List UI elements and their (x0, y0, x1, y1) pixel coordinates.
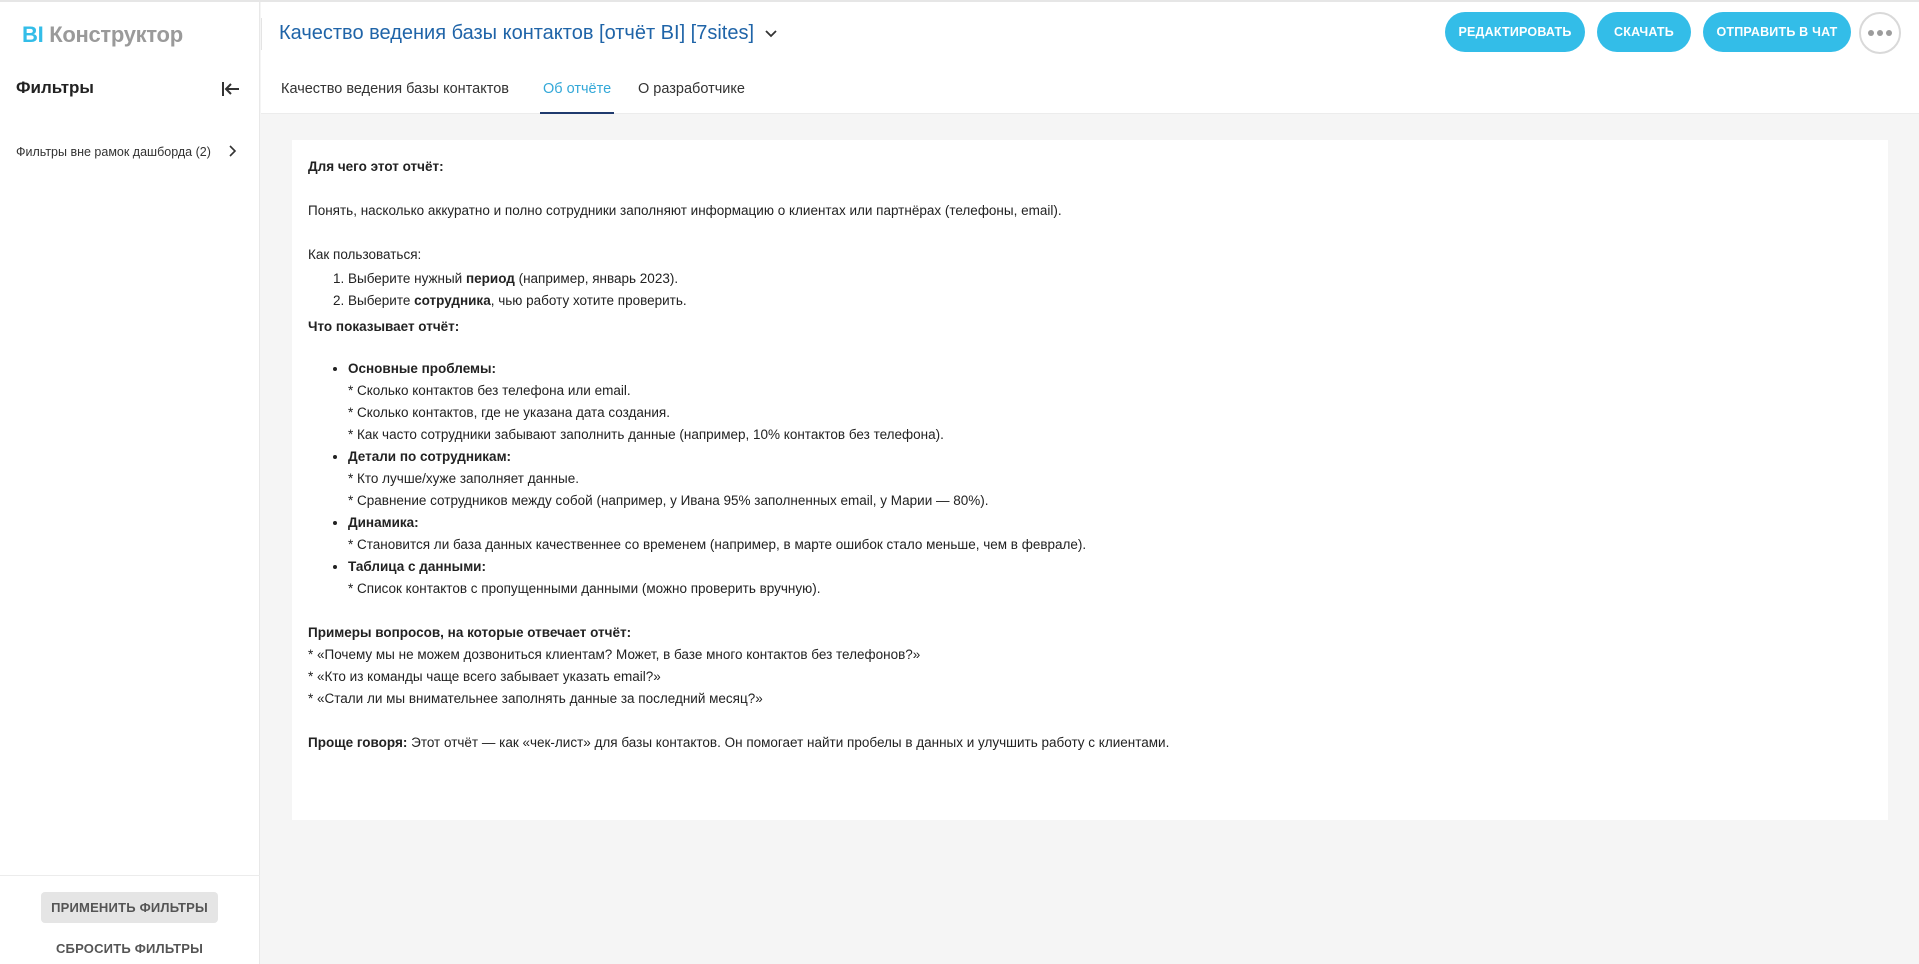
section-line: * Как часто сотрудники забывают заполнить данные (например, 10% контактов без телефона). (348, 427, 944, 442)
section-line: * Список контактов с пропущенными данными (можно проверить вручную). (348, 581, 821, 596)
page-title: Качество ведения базы контактов [отчёт BI] [7sites] (279, 22, 755, 44)
apply-filters-button[interactable]: ПРИМЕНИТЬ ФИЛЬТРЫ (41, 892, 218, 923)
logo-text: Конструктор (49, 22, 183, 47)
filter-group-label: Фильтры вне рамок дашборда (2) (16, 145, 211, 159)
step-bold: период (465, 271, 515, 286)
example-line: * «Почему мы не можем дозвониться клиентам? Может, в базе много контактов без телефонов?» (308, 647, 921, 662)
send-to-chat-button[interactable]: ОТПРАВИТЬ В ЧАТ (1703, 12, 1851, 52)
section-line: * Кто лучше/хуже заполняет данные. (348, 471, 579, 486)
example-line: * «Стали ли мы внимательнее заполнять данные за последний месяц?» (308, 691, 763, 706)
filters-sidebar (0, 2, 260, 964)
section-title: • Детали по сотрудникам: (348, 449, 512, 464)
header (261, 2, 1919, 64)
section-line: * Сравнение сотрудников между собой (например, у Ивана 95% заполненных email, у Марии — 80%). (348, 493, 989, 508)
example-line: * «Кто из команды чаще всего забывает указать email?» (308, 669, 661, 684)
summary (308, 732, 1848, 754)
examples-heading: Примеры вопросов, на которые отвечает отчёт: (308, 625, 632, 640)
edit-button[interactable]: РЕДАКТИРОВАТЬ (1445, 12, 1585, 52)
shows-list (348, 358, 1848, 600)
tab-about-report[interactable]: Об отчёте (540, 64, 614, 114)
tabs-bar (261, 64, 1919, 114)
filter-group-outside-dashboard[interactable] (16, 142, 246, 163)
logo[interactable] (22, 22, 183, 48)
step-text: Выберите нужный (348, 271, 466, 286)
list-item (348, 358, 1848, 446)
howto-steps (348, 268, 1848, 312)
section-line: * Становится ли база данных качественнее со временем (например, в марте ошибок стало меньше, чем в феврале). (348, 537, 1087, 552)
section-title: • Таблица с данными: (348, 559, 486, 574)
report-title-dropdown[interactable] (279, 22, 778, 45)
section-title: • Динамика: (348, 515, 419, 530)
report-description-card (292, 140, 1888, 820)
summary-label: Проще говоря: (308, 735, 408, 750)
section-title: • Основные проблемы: (348, 361, 497, 376)
dot-icon (1886, 30, 1892, 36)
filters-title: Фильтры (16, 78, 94, 97)
report-description (308, 156, 1848, 754)
step-bold: сотрудника (414, 293, 491, 308)
dot-icon (1877, 30, 1883, 36)
chevron-down-icon (764, 27, 778, 41)
collapse-sidebar-button[interactable] (220, 78, 242, 100)
reset-filters-button[interactable]: СБРОСИТЬ ФИЛЬТРЫ (41, 934, 218, 962)
collapse-left-icon (220, 78, 242, 100)
list-item (348, 290, 1848, 312)
section-line: * Сколько контактов без телефона или email. (348, 383, 631, 398)
download-button[interactable]: СКАЧАТЬ (1597, 12, 1691, 52)
howto-heading: Как пользоваться: (308, 247, 422, 262)
more-options-button[interactable] (1859, 12, 1901, 54)
logo-bi: BI (22, 22, 44, 47)
step-text: , чью работу хотите проверить. (490, 293, 687, 308)
dot-icon (1868, 30, 1874, 36)
header-divider (261, 18, 262, 50)
shows-heading: Что показывает отчёт: (308, 319, 460, 334)
section-line: * Сколько контактов, где не указана дата создания. (348, 405, 670, 420)
tab-about-developer[interactable]: О разработчике (638, 81, 745, 97)
sidebar-footer (0, 875, 260, 964)
summary-text: Этот отчёт — как «чек-лист» для базы контактов. Он помогает найти пробелы в данных и улучшить работу с клиентами. (407, 735, 1170, 750)
chevron-right-icon (226, 144, 240, 158)
list-item (348, 446, 1848, 512)
list-item (348, 268, 1848, 290)
purpose-text: Понять, насколько аккуратно и полно сотрудники заполняют информацию о клиентах или партнёрах (телефоны, email). (308, 203, 1062, 218)
purpose-heading: Для чего этот отчёт: (308, 159, 444, 174)
list-item (348, 556, 1848, 600)
step-text: (например, январь 2023). (514, 271, 679, 286)
tab-contacts-quality[interactable]: Качество ведения базы контактов (281, 81, 509, 97)
list-item (348, 512, 1848, 556)
step-text: Выберите (348, 293, 415, 308)
